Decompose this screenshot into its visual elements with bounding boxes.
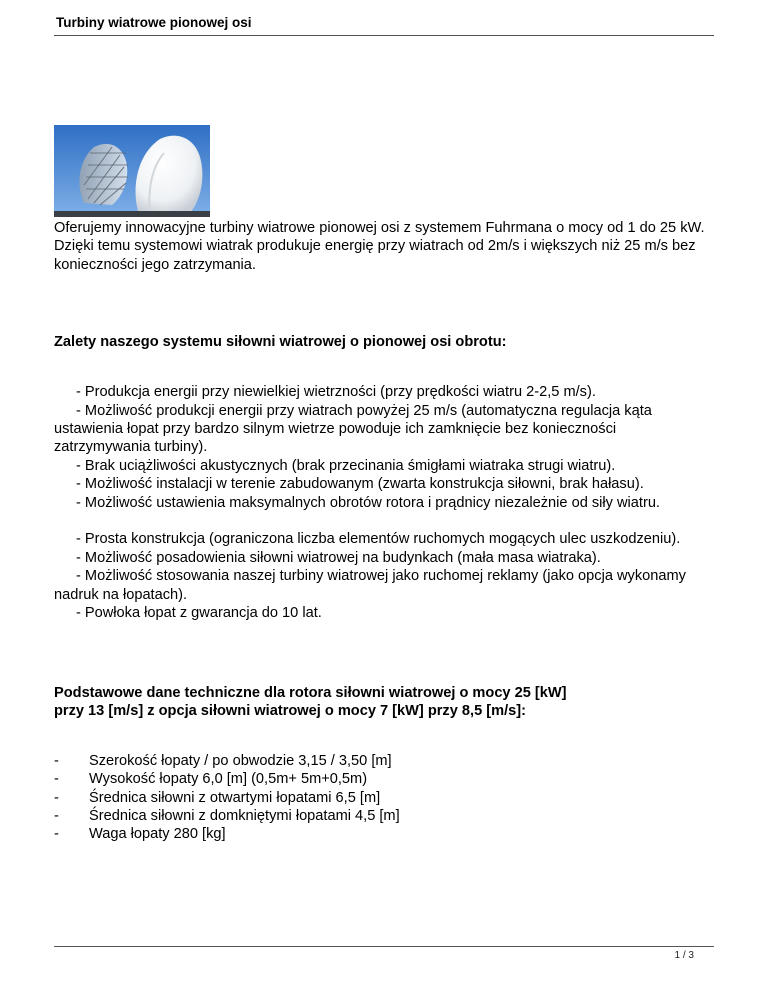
spec-item — [54, 789, 714, 807]
turbine-photo — [54, 125, 210, 217]
footer-divider — [54, 946, 714, 947]
header-divider — [54, 35, 714, 36]
page-title: Turbiny wiatrowe pionowej osi — [56, 15, 252, 30]
page-number: 1 / 3 — [674, 950, 694, 961]
spec-item — [54, 770, 714, 788]
advantage-item: - Możliwość instalacji w terenie zabudowanym (zwarta konstrukcja siłowni, brak hałasu). — [76, 476, 644, 493]
intro-text-2: Dzięki temu systemowi wiatrak produkuje energię przy wiatrach od 2m/s i większych niż 25 m/s bez konieczności jego zatrzymania. — [54, 238, 696, 273]
spec-text: Waga łopaty 280 [kg] — [89, 826, 226, 843]
advantage-item: - Możliwość posadowienia siłowni wiatrowej na budynkach (mała masa wiatraka). — [76, 549, 601, 566]
spec-text: Wysokość łopaty 6,0 [m] (0,5m+ 5m+0,5m) — [89, 771, 368, 788]
spec-dash: - — [54, 808, 59, 825]
advantage-item: - Możliwość ustawienia maksymalnych obrotów rotora i prądnicy niezależnie od siły wiatru. — [76, 494, 660, 511]
spec-text: Średnica siłowni z otwartymi łopatami 6,5 [m] — [89, 789, 381, 806]
advantage-item: - Prosta konstrukcja (ograniczona liczba elementów ruchomych mogących ulec uszkodzeniu). — [76, 531, 681, 548]
spec-dash: - — [54, 826, 59, 843]
advantage-item: - Produkcja energii przy niewielkiej wietrzności (przy prędkości wiatru 2-2,5 m/s). — [76, 384, 596, 401]
spec-dash: - — [54, 771, 59, 788]
spec-item — [54, 825, 714, 843]
advantages-heading: Zalety naszego systemu siłowni wiatrowej o pionowej osi obrotu: — [54, 334, 507, 351]
spec-dash: - — [54, 752, 59, 769]
advantage-item: - Brak uciążliwości akustycznych (brak przecinania śmigłami wiatraka strugi wiatru). — [76, 457, 616, 474]
advantage-item: - Możliwość stosowania naszej turbiny wiatrowej jako ruchomej reklamy (jako opcja wykonamy nadruk na łopatach). — [54, 568, 686, 603]
spec-item — [54, 752, 714, 770]
advantage-item: - Powłoka łopat z gwarancja do 10 lat. — [76, 605, 322, 622]
spec-dash: - — [54, 789, 59, 806]
document-body — [54, 219, 714, 844]
specs-heading: Podstawowe dane techniczne dla rotora siłowni wiatrowej o mocy 25 [kW] — [54, 684, 567, 701]
advantage-item: - Możliwość produkcji energii przy wiatrach powyżej 25 m/s (automatyczna regulacja kąta ustawienia łopat przy bardzo silnym wietrze powoduje ich zamknięcie bez konieczności zatrzymywania turbiny). — [54, 402, 652, 456]
spec-item — [54, 807, 714, 825]
specs-heading-2: przy 13 [m/s] z opcja siłowni wiatrowej o mocy 7 [kW] przy 8,5 [m/s]: — [54, 703, 526, 720]
spec-text: Szerokość łopaty / po obwodzie 3,15 / 3,50 [m] — [89, 752, 392, 769]
spec-text: Średnica siłowni z domkniętymi łopatami 4,5 [m] — [89, 808, 400, 825]
intro-text: Oferujemy innowacyjne turbiny wiatrowe pionowej osi z systemem Fuhrmana o mocy od 1 do 25 kW. — [54, 220, 705, 236]
